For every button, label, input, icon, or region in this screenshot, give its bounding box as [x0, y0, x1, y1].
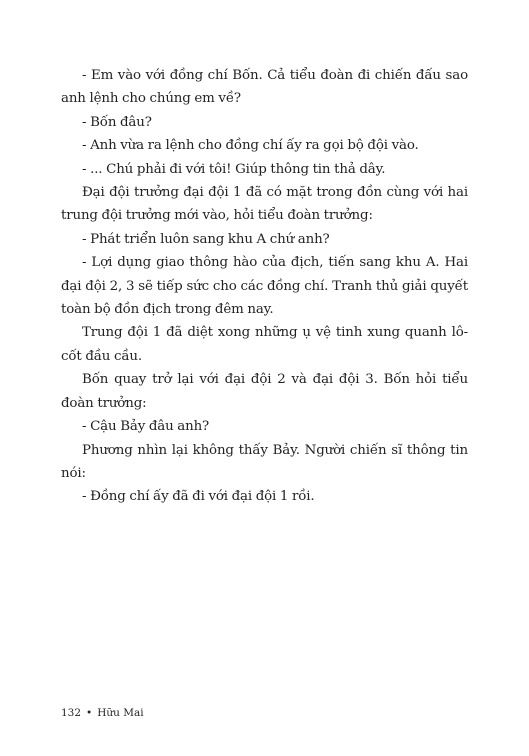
paragraph: Bốn quay trở lại với đại đội 2 và đại đội 3. Bốn hỏi tiểu đoàn trưởng: — [61, 372, 468, 411]
paragraph: - Bốn đâu? — [82, 114, 152, 130]
page-number: 132 — [61, 707, 82, 719]
page-body — [61, 64, 468, 509]
paragraph: Trung đội 1 đã diệt xong những ụ vệ tinh xung quanh lô-cốt đầu cầu. — [61, 325, 468, 364]
paragraph: - Em vào với đồng chí Bốn. Cả tiểu đoàn đi chiến đấu sao anh lệnh cho chúng em về? — [61, 68, 468, 107]
paragraph: - Anh vừa ra lệnh cho đồng chí ấy ra gọi bộ đội vào. — [82, 138, 419, 154]
author-name: Hữu Mai — [97, 707, 144, 719]
paragraph: - Cậu Bảy đâu anh? — [82, 419, 210, 435]
page-footer — [61, 707, 144, 719]
paragraph: - Lợi dụng giao thông hào của địch, tiến sang khu A. Hai đại đội 2, 3 sẽ tiếp sức cho các đồng chí. Tranh thủ giải quyết toàn bộ đồn địch trong đêm nay. — [61, 255, 468, 318]
paragraph: - Phát triển luôn sang khu A chứ anh? — [82, 231, 330, 247]
paragraph: Đại đội trưởng đại đội 1 đã có mặt trong đồn cùng với hai trung đội trưởng mới vào, hỏi tiểu đoàn trưởng: — [61, 185, 468, 224]
paragraph: Phương nhìn lại không thấy Bảy. Người chiến sĩ thông tin nói: — [61, 442, 468, 481]
footer-separator: • — [86, 707, 93, 719]
paragraph: - Đồng chí ấy đã đi với đại đội 1 rồi. — [82, 489, 315, 505]
paragraph: - ... Chú phải đi với tôi! Giúp thông tin thả dây. — [82, 161, 386, 177]
